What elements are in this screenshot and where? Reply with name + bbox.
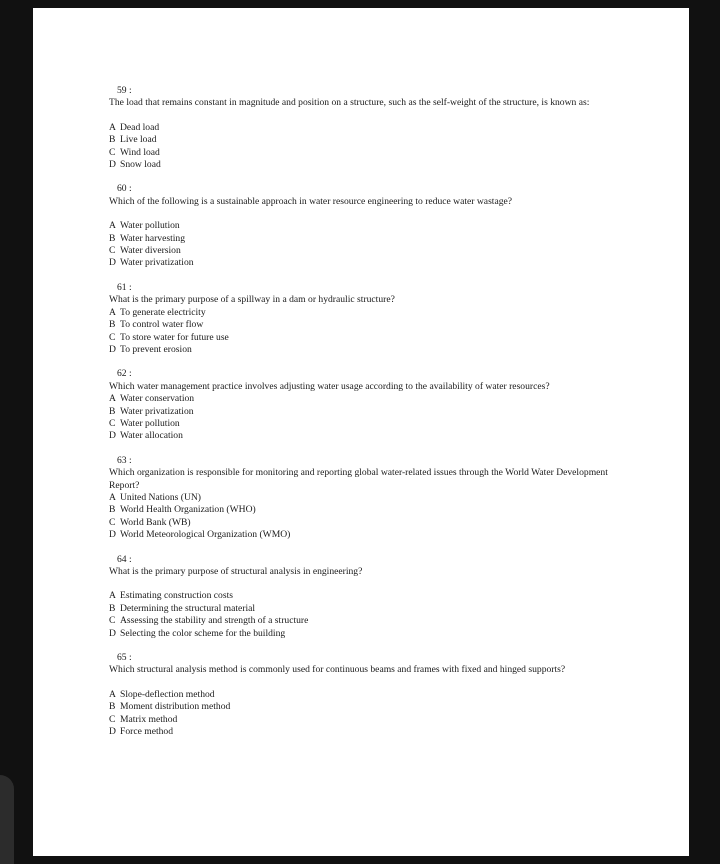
- corner-overlay: [0, 775, 14, 864]
- option-letter: D: [109, 159, 116, 171]
- option-letter: C: [109, 245, 116, 257]
- question-text: Which water management practice involves adjusting water usage according to the availability of water resources?: [109, 380, 550, 392]
- option-letter: B: [109, 319, 116, 331]
- option-text: Water diversion: [120, 245, 181, 257]
- option-list: [109, 220, 629, 270]
- question-number: 63 :: [117, 454, 132, 466]
- option-item: [109, 159, 629, 171]
- option-letter: A: [109, 688, 116, 700]
- option-item: [109, 257, 629, 269]
- option-list: [109, 122, 629, 172]
- option-text: World Bank (WB): [120, 516, 191, 528]
- option-item: [109, 492, 629, 504]
- option-text: Matrix method: [120, 713, 178, 725]
- option-text: Water privatization: [120, 257, 194, 269]
- option-letter: C: [109, 713, 116, 725]
- option-item: [109, 344, 629, 356]
- option-text: Assessing the stability and strength of a structure: [120, 615, 309, 627]
- option-item: [109, 726, 629, 738]
- option-item: [109, 529, 629, 541]
- option-text: World Meteorological Organization (WMO): [120, 529, 291, 541]
- option-list: [109, 307, 629, 357]
- question-text: What is the primary purpose of a spillway in a dam or hydraulic structure?: [109, 294, 395, 306]
- option-item: [109, 701, 629, 713]
- option-text: Determining the structural material: [120, 602, 256, 614]
- question-number: 65 :: [117, 652, 132, 664]
- question-number: 62 :: [117, 368, 132, 380]
- option-text: To store water for future use: [120, 331, 229, 343]
- option-letter: D: [109, 529, 116, 541]
- question-number: 59 :: [117, 85, 132, 96]
- option-letter: D: [109, 627, 116, 639]
- option-text: Wind load: [120, 146, 160, 158]
- question-text: The load that remains constant in magnitude and position on a structure, such as the self-weight of the structure, is known as:: [109, 97, 590, 109]
- question-block: [109, 455, 629, 554]
- option-list: [109, 492, 629, 542]
- option-text: To control water flow: [120, 319, 204, 331]
- option-letter: B: [109, 232, 116, 244]
- question-list: [109, 85, 629, 738]
- option-item: [109, 134, 629, 146]
- option-letter: B: [109, 405, 116, 417]
- option-item: [109, 504, 629, 516]
- option-list: [109, 689, 629, 739]
- option-text: Moment distribution method: [120, 701, 231, 713]
- option-item: [109, 147, 629, 159]
- option-item: [109, 393, 629, 405]
- option-item: [109, 603, 629, 615]
- option-text: World Health Organization (WHO): [120, 504, 256, 516]
- option-letter: C: [109, 331, 116, 343]
- option-letter: B: [109, 701, 116, 713]
- option-letter: D: [109, 343, 116, 355]
- option-text: Snow load: [120, 159, 161, 171]
- option-item: [109, 418, 629, 430]
- option-letter: C: [109, 146, 116, 158]
- option-text: Water privatization: [120, 405, 194, 417]
- option-item: [109, 628, 629, 640]
- option-text: Dead load: [120, 121, 160, 133]
- option-item: [109, 590, 629, 602]
- question-number: 60 :: [117, 183, 132, 195]
- option-text: Water pollution: [120, 220, 180, 232]
- option-letter: C: [109, 516, 116, 528]
- option-letter: A: [109, 491, 116, 503]
- option-item: [109, 319, 629, 331]
- option-letter: C: [109, 417, 116, 429]
- question-block: [109, 85, 629, 183]
- option-text: Force method: [120, 726, 174, 738]
- option-text: Slope-deflection method: [120, 688, 215, 700]
- question-block: [109, 554, 629, 652]
- option-item: [109, 220, 629, 232]
- option-letter: D: [109, 430, 116, 442]
- option-item: [109, 122, 629, 134]
- option-text: Selecting the color scheme for the building: [120, 627, 286, 639]
- option-letter: A: [109, 121, 116, 133]
- option-letter: C: [109, 615, 116, 627]
- option-item: [109, 307, 629, 319]
- option-letter: A: [109, 590, 116, 602]
- option-list: [109, 393, 629, 443]
- option-item: [109, 615, 629, 627]
- question-text: Which organization is responsible for monitoring and reporting global water-related issues through the World Water Development Report?: [109, 467, 608, 491]
- question-block: [109, 183, 629, 281]
- question-number: 61 :: [117, 281, 132, 293]
- option-text: Water harvesting: [120, 232, 186, 244]
- option-item: [109, 233, 629, 245]
- option-item: [109, 406, 629, 418]
- option-letter: B: [109, 134, 116, 146]
- option-text: To prevent erosion: [120, 343, 192, 355]
- option-list: [109, 590, 629, 640]
- question-number: 64 :: [117, 553, 132, 565]
- option-letter: A: [109, 393, 116, 405]
- question-block: [109, 282, 629, 368]
- option-text: Live load: [120, 134, 157, 146]
- option-letter: A: [109, 220, 116, 232]
- option-item: [109, 517, 629, 529]
- question-text: Which structural analysis method is commonly used for continuous beams and frames with fixed and hinged supports?: [109, 664, 566, 676]
- question-block: [109, 368, 629, 454]
- question-block: [109, 652, 629, 738]
- option-text: Water allocation: [120, 430, 183, 442]
- option-item: [109, 332, 629, 344]
- option-letter: B: [109, 602, 116, 614]
- option-text: Water pollution: [120, 417, 180, 429]
- option-item: [109, 689, 629, 701]
- option-letter: D: [109, 257, 116, 269]
- question-text: What is the primary purpose of structural analysis in engineering?: [109, 566, 363, 577]
- option-item: [109, 430, 629, 442]
- option-text: Water conservation: [120, 393, 195, 405]
- option-letter: B: [109, 504, 116, 516]
- option-text: To generate electricity: [120, 306, 206, 318]
- option-letter: D: [109, 726, 116, 738]
- question-text: Which of the following is a sustainable approach in water resource engineering to reduce water wastage?: [109, 195, 513, 207]
- option-item: [109, 245, 629, 257]
- option-item: [109, 714, 629, 726]
- option-text: Estimating construction costs: [120, 590, 233, 602]
- option-letter: A: [109, 306, 116, 318]
- option-text: United Nations (UN): [120, 491, 201, 503]
- document-page: [33, 8, 689, 856]
